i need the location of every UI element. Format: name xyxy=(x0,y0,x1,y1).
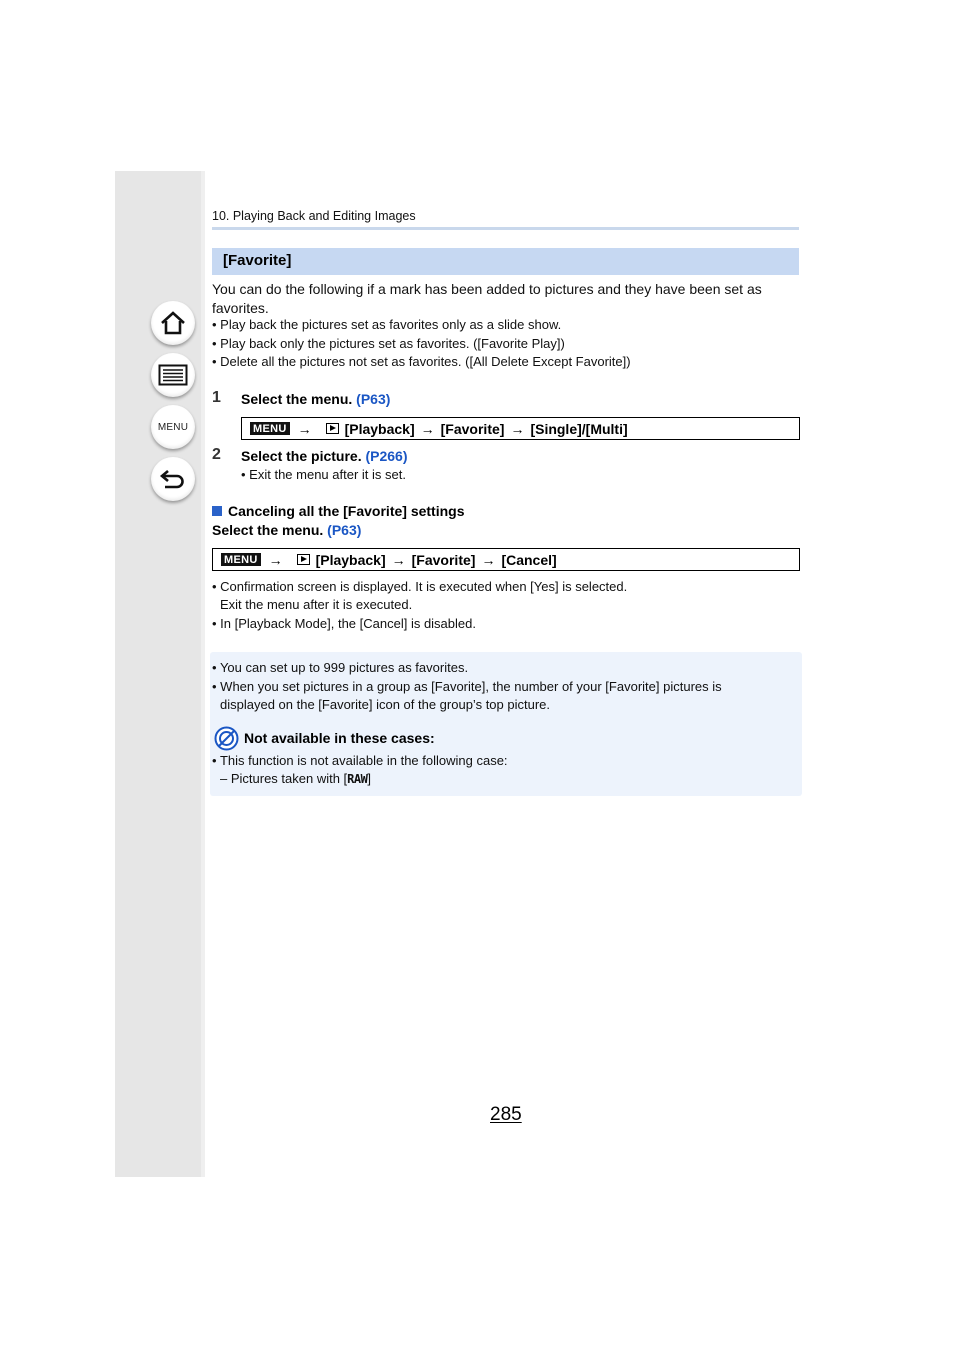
intro-text: You can do the following if a mark has been added to pictures and they have been set as favorites. xyxy=(212,281,762,316)
step-number: 2 xyxy=(212,446,221,463)
menu-path-item: [Playback] xyxy=(315,551,386,568)
cancel-bullet: • Confirmation screen is displayed. It is executed when [Yes] is selected. xyxy=(212,579,628,594)
not-available-item: – Pictures taken with [RAW] xyxy=(220,771,371,786)
cancel-menu-path-box xyxy=(212,548,800,571)
not-available-title: Not available in these cases: xyxy=(244,730,435,746)
header-rule xyxy=(212,227,799,230)
menu-path-box xyxy=(241,417,800,440)
intro-bullet: • Delete all the pictures not set as favorites. ([All Delete Except Favorite]) xyxy=(212,354,631,369)
menu-path-item: [Single]/[Multi] xyxy=(530,420,628,437)
menu-label: MENU xyxy=(157,421,189,433)
not-available-bullet: • This function is not available in the following case: xyxy=(212,753,508,768)
menu-path-item: [Playback] xyxy=(344,420,415,437)
menu-icon: MENU xyxy=(221,553,261,566)
menu-path-item: [Cancel] xyxy=(501,551,557,568)
note-bullet-continued: displayed on the [Favorite] icon of the group’s top picture. xyxy=(220,697,551,712)
note-bullet: • You can set up to 999 pictures as favorites. xyxy=(212,660,469,675)
cancel-select-menu: Select the menu. (P63) xyxy=(212,522,362,538)
playback-icon xyxy=(297,554,310,565)
contents-button[interactable] xyxy=(151,353,195,397)
menu-icon: MENU xyxy=(250,422,290,435)
step-number: 1 xyxy=(212,389,221,406)
square-bullet-icon xyxy=(212,506,222,516)
step-title: Select the picture. (P266) xyxy=(241,448,408,464)
intro-bullet: • Play back only the pictures set as favorites. ([Favorite Play]) xyxy=(212,336,565,351)
cancel-bullet: • In [Playback Mode], the [Cancel] is disabled. xyxy=(212,616,476,631)
back-arrow-icon xyxy=(159,467,187,491)
home-icon xyxy=(159,310,187,336)
cancel-heading: Canceling all the [Favorite] settings xyxy=(212,503,465,519)
arrow: → xyxy=(420,420,435,437)
back-button[interactable] xyxy=(151,457,195,501)
step-bullet: • Exit the menu after it is set. xyxy=(241,467,406,482)
list-icon xyxy=(158,364,188,386)
page-ref-link[interactable]: (P266) xyxy=(365,448,408,464)
menu-path-item: [Favorite] xyxy=(440,420,505,437)
arrow: → xyxy=(510,420,525,437)
menu-button[interactable] xyxy=(151,405,195,449)
cancel-bullet-continued: Exit the menu after it is executed. xyxy=(220,597,413,612)
intro-bullet: • Play back the pictures set as favorites only as a slide show. xyxy=(212,317,562,332)
playback-icon xyxy=(326,423,339,434)
note-bullet: • When you set pictures in a group as [Favorite], the number of your [Favorite] pictures is xyxy=(212,679,722,694)
menu-path-item: [Favorite] xyxy=(411,551,476,568)
chapter-header: 10. Playing Back and Editing Images xyxy=(212,209,416,223)
arrow: → xyxy=(481,551,496,568)
page-ref-link[interactable]: (P63) xyxy=(356,391,391,407)
step-title: Select the menu. (P63) xyxy=(241,391,391,407)
sidebar-edge xyxy=(201,171,205,1177)
raw-icon: RAW xyxy=(347,772,368,786)
section-title-bar xyxy=(212,248,799,275)
section-title: [Favorite] xyxy=(223,252,292,269)
home-button[interactable] xyxy=(151,301,195,345)
arrow: → xyxy=(391,551,406,568)
arrow: → xyxy=(268,551,283,568)
page-ref-link[interactable]: (P63) xyxy=(327,522,362,538)
arrow: → xyxy=(297,420,312,437)
page-number: 285 xyxy=(490,1104,522,1125)
